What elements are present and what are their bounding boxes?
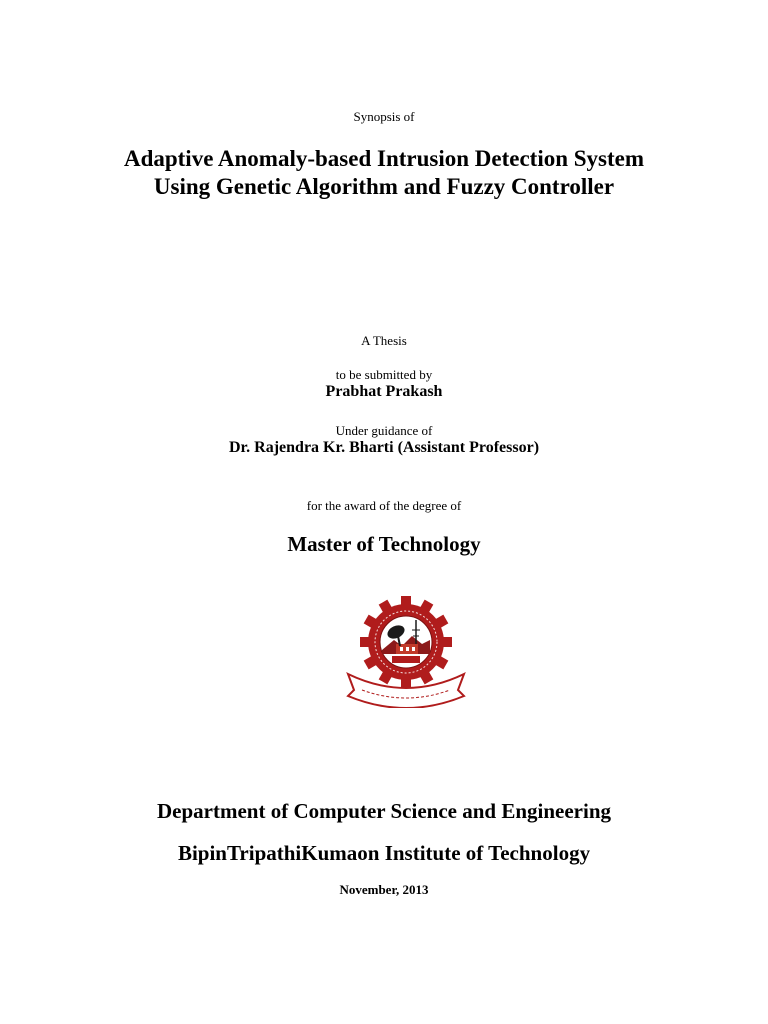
institute-emblem-icon [340, 596, 472, 708]
synopsis-label: Synopsis of [353, 109, 415, 124]
title-line-2: Using Genetic Algorithm and Fuzzy Controller [153, 174, 615, 199]
thesis-label: A Thesis [361, 333, 407, 348]
department-name: Department of Computer Science and Engineering [157, 799, 611, 823]
guide-name: Dr. Rajendra Kr. Bharti (Assistant Professor) [228, 439, 540, 456]
guidance-label: Under guidance of [335, 423, 433, 438]
award-label: for the award of the degree of [306, 498, 462, 513]
institute-name: BipinTripathiKumaon Institute of Technology [177, 841, 591, 865]
submission-date: November, 2013 [339, 882, 429, 897]
title-line-1: Adaptive Anomaly-based Intrusion Detection System [123, 146, 645, 171]
submitted-label: to be submitted by [335, 367, 433, 382]
author-name: Prabhat Prakash [325, 383, 443, 400]
degree-name: Master of Technology [287, 532, 481, 556]
